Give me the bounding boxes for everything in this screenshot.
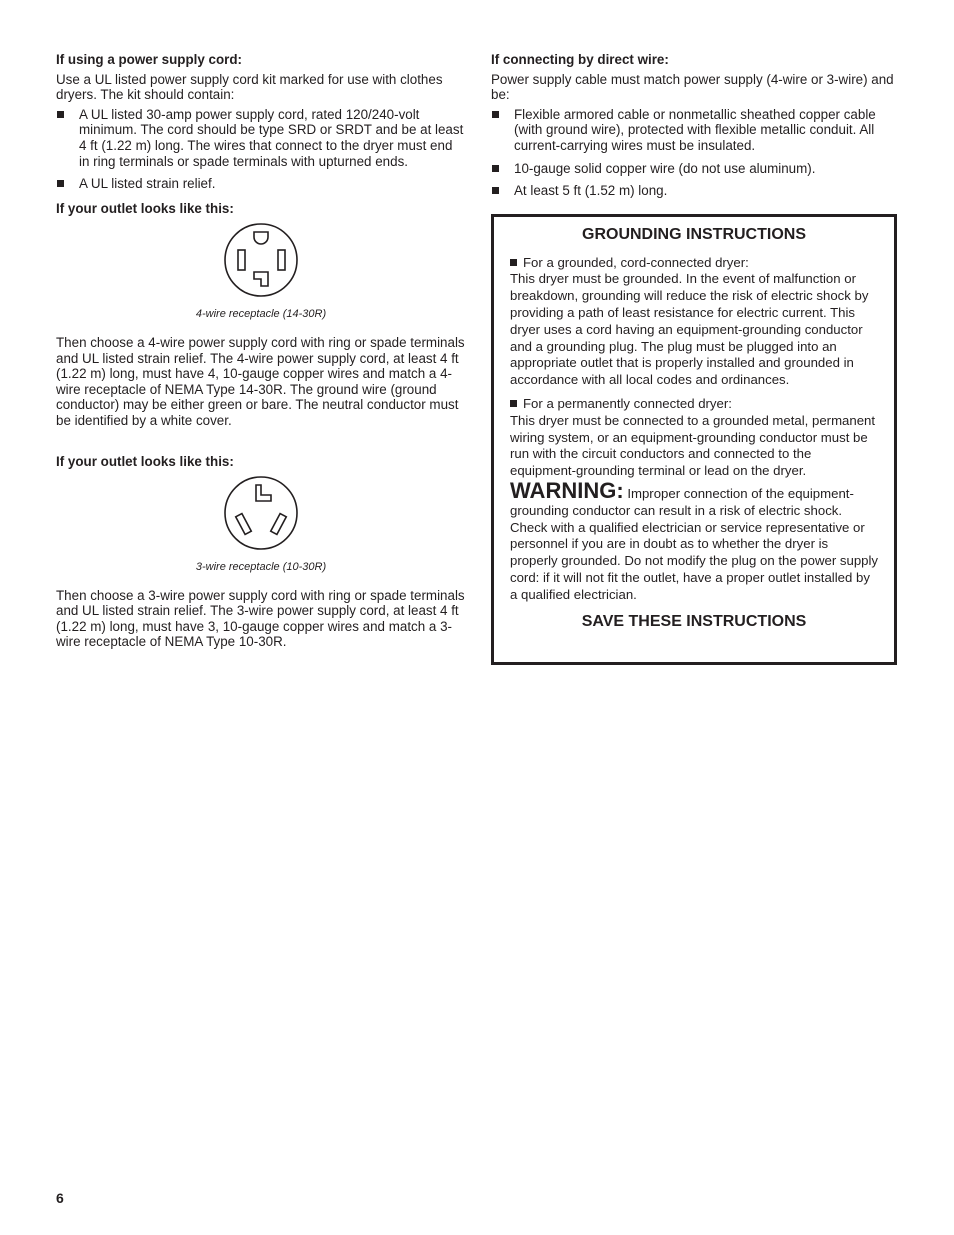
paragraph-4wire: Then choose a 4-wire power supply cord with ring or spade terminals and UL listed strain relief. The 4-wire power supply cord, at least 4 ft (1.22 m) long, must have 4, 10-gauge copper wires and match a 4-wire receptacle of NEMA Type 14-30R. The ground wire (ground conductor) may be either green or bare. The neutral conductor must be identified by a white cover.	[56, 334, 465, 428]
bullet-square-icon	[510, 400, 517, 407]
page-number: 6	[56, 1190, 64, 1206]
list-item: Flexible armored cable or nonmetallic sheathed copper cable (with ground wire), protected with flexible metallic conduit. All current-carrying wires must be insulated.	[491, 107, 899, 154]
figure-4wire	[56, 222, 466, 323]
figure-3wire	[56, 475, 466, 576]
permanent-label	[510, 396, 878, 413]
paragraph-3wire: Then choose a 3-wire power supply cord with ring or spade terminals and UL listed strain relief. The 3-wire power supply cord, at least 4 ft (1.22 m) long, must have 3, 10-gauge copper wires and match a 3-wire receptacle of NEMA Type 10-30R.	[56, 587, 465, 650]
warning-word: WARNING:	[510, 477, 624, 503]
bullet-square-icon	[510, 259, 517, 266]
4-wire-receptacle-icon	[223, 222, 299, 298]
cord-kit-list	[56, 107, 466, 192]
right-column	[491, 52, 899, 206]
outlet-heading-4wire: If your outlet looks like this:	[56, 200, 234, 216]
list-item: A UL listed strain relief.	[56, 176, 466, 192]
permanent-label-text: For a permanently connected dryer:	[523, 395, 732, 411]
cord-connected-text: This dryer must be grounded. In the event of malfunction or breakdown, grounding will reduce the risk of electric shock by providing a path of least resistance for electric current. This dryer uses a cord having an equipment-grounding conductor and a grounding plug. The plug must be plugged into an appropriate outlet that is properly installed and grounded in accordance with all local codes and ordinances.	[510, 271, 869, 388]
direct-wire-intro: Power supply cable must match power supply (4-wire or 3-wire) and be:	[491, 71, 894, 103]
direct-wire-heading: If connecting by direct wire:	[491, 52, 669, 67]
list-item: A UL listed 30-amp power supply cord, rated 120/240-volt minimum. The cord should be type SRD or SRDT and be at least 4 ft (1.22 m) long. The wires that connect to the dryer must end in ring terminals or spade terminals with upturned ends.	[56, 107, 466, 169]
left-column	[56, 52, 466, 650]
list-item: 10-gauge solid copper wire (do not use aluminum).	[491, 161, 899, 177]
cord-connected-label	[510, 255, 878, 272]
figure-caption-3wire: 3-wire receptacle (10-30R)	[195, 561, 327, 574]
figure-caption-4wire: 4-wire receptacle (14-30R)	[195, 308, 327, 321]
direct-wire-list	[491, 107, 899, 199]
outlet-heading-3wire: If your outlet looks like this:	[56, 453, 234, 469]
3-wire-receptacle-icon	[223, 475, 299, 551]
warning-text: Improper connection of the equipment-grounding conductor can result in a risk of electric shock. Check with a qualified electrician or service representative or personnel if you are in doubt as to whether the dryer is properly grounded. Do not modify the plug on the power supply cord: if it will not fit the outlet, have a proper outlet installed by a qualified electrician.	[510, 485, 879, 602]
grounding-title: GROUNDING INSTRUCTIONS	[582, 226, 806, 243]
cord-intro: Use a UL listed power supply cord kit marked for use with clothes dryers. The kit should contain:	[56, 71, 443, 103]
permanent-text: This dryer must be connected to a grounded metal, permanent wiring system, or an equipment-grounding conductor must be run with the circuit conductors and connected to the equipment-grounding terminal or lead on the dryer.	[510, 412, 876, 479]
cord-heading: If using a power supply cord:	[56, 52, 242, 67]
grounding-instructions-box	[491, 214, 897, 665]
list-item: At least 5 ft (1.52 m) long.	[491, 183, 899, 199]
cord-connected-label-text: For a grounded, cord-connected dryer:	[523, 254, 749, 270]
save-instructions: SAVE THESE INSTRUCTIONS	[581, 612, 807, 630]
warning-paragraph	[510, 477, 879, 604]
